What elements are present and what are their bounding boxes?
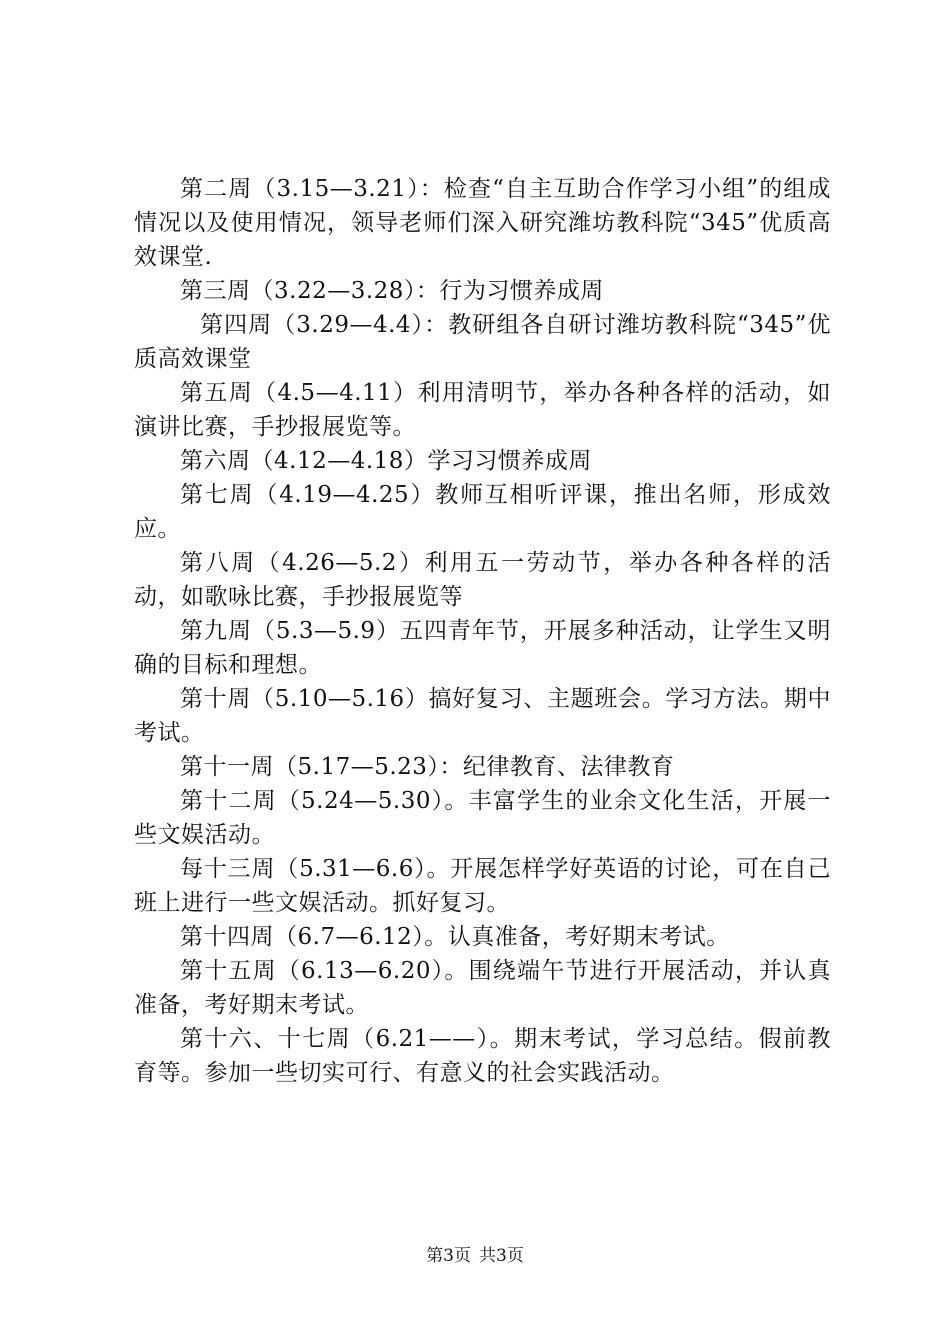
paragraph-week-9: 第九周（5.3—5.9）五四青年节，开展多种活动，让学生又明确的目标和理想。 <box>134 618 831 678</box>
paragraph-week-16-17: 第十六、十七周（6.21——）。期末考试，学习总结。假前教育等。参加一些切实可行、有意义的社会实践活动。 <box>134 1026 831 1086</box>
paragraph-week-5: 第五周（4.5—4.11）利用清明节，举办各种各样的活动，如演讲比赛，手抄报展览等。 <box>134 380 831 440</box>
page-total: 共3页 <box>479 1246 524 1266</box>
paragraph-week-2: 第二周（3.15—3.21）：检查“自主互助合作学习小组”的组成情况以及使用情况，领导老师们深入研究潍坊教科院“345”优质高效课堂. <box>134 176 831 270</box>
paragraph-week-7: 第七周（4.19—4.25）教师互相听评课，推出名师，形成效应。 <box>134 482 831 542</box>
paragraph-week-4: 第四周（3.29—4.4）：教研组各自研讨潍坊教科院“345”优质高效课堂 <box>134 312 831 372</box>
paragraph-week-12: 第十二周（5.24—5.30）。丰富学生的业余文化生活，开展一些文娱活动。 <box>134 788 831 848</box>
page-number: 第3页 <box>426 1246 471 1266</box>
page-footer <box>0 1241 950 1266</box>
paragraph-week-11: 第十一周（5.17—5.23）：纪律教育、法律教育 <box>180 754 675 780</box>
document-body <box>134 172 831 1090</box>
paragraph-week-14: 第十四周（6.7—6.12）。认真准备，考好期末考试。 <box>180 924 730 950</box>
paragraph-week-13: 每十三周（5.31—6.6）。开展怎样学好英语的讨论，可在自己班上进行一些文娱活动。抓好复习。 <box>134 856 831 916</box>
paragraph-week-8: 第八周（4.26—5.2）利用五一劳动节，举办各种各样的活动，如歌咏比赛，手抄报展览等 <box>134 550 831 610</box>
paragraph-week-10: 第十周（5.10—5.16）搞好复习、主题班会。学习方法。期中考试。 <box>134 686 831 746</box>
paragraph-week-15: 第十五周（6.13—6.20）。围绕端午节进行开展活动，并认真准备，考好期末考试。 <box>134 958 831 1018</box>
paragraph-week-3: 第三周（3.22—3.28）：行为习惯养成周 <box>180 278 604 304</box>
paragraph-week-6: 第六周（4.12—4.18）学习习惯养成周 <box>180 448 592 474</box>
